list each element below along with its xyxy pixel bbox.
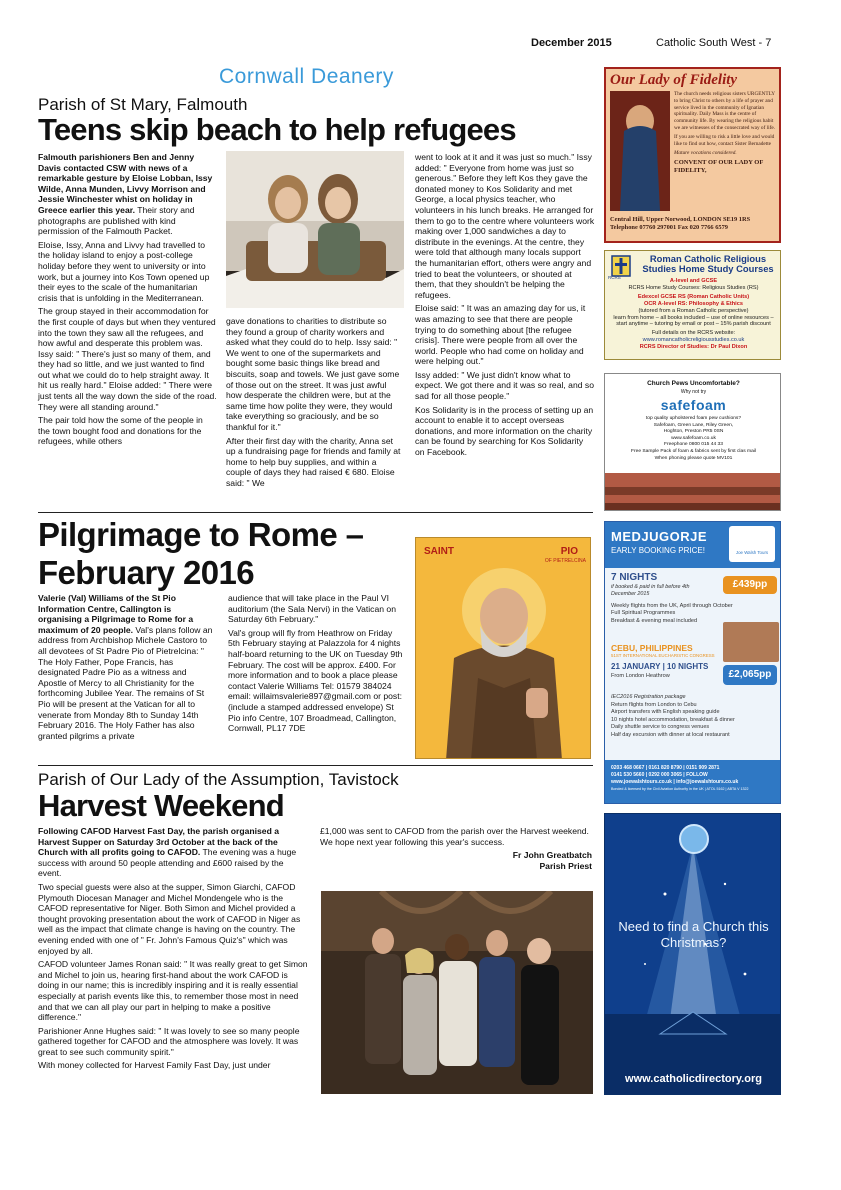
ad-our-lady-of-fidelity[interactable] [604,67,781,243]
icon-label-pio: PIO [560,546,578,557]
parish-heading-tavistock: Parish of Our Lady of the Assumption, Tavistock [38,770,399,789]
article1-paragraph: Issy added: " We just didn't know what to expect. We got there and it was so real, and so sad for all those people." [415,369,594,402]
article1-column-1 [38,152,217,450]
directory-text: Need to find a Church this Christmas? [618,919,769,950]
cebu-bullets [611,694,779,740]
rcrs-line: A-level and GCSE [669,278,718,284]
medjugorje-subtitle: EARLY BOOKING PRICE! [611,546,705,555]
article1-paragraph: The group stayed in their accommodation for the first couple of days but when they ventured into the town they saw all the refugees, and how awful and desperate this problem was. Issy said: " There's just so many of them, and they had so little, and we just wanted to find out what we could do to help straight away. It hit us really hard." Eloise added: " There were just tents all the way down the side of the road. They were all standing around." [38,306,217,412]
ad-safefoam[interactable] [604,373,781,511]
fidelity-madonna-image [610,91,670,211]
article3-paragraph: Two special guests were also at the supper, Simon Giarchi, CAFOD Plymouth Diocesan Manager and Michel Mondengele who is the CAFOD representative for Niger. Both Simon and Michel provided a [38,881,296,914]
cebu-dates: 21 JANUARY | 10 NIGHTS [611,662,709,671]
issue-date: December 2015 [531,37,612,49]
safefoam-line: Free Sample Pack of foam & fabrics sent by first clas mail [630,448,757,454]
rcrs-line: RCRS Director of Studies: Dr Paul Dixon [639,344,748,351]
cebu-bullet: Return flights from London to Cebu [611,701,697,708]
cebu-bullet: Daily shuttle service to congress venues [611,724,710,731]
safefoam-text-block [605,416,781,462]
directory-url[interactable]: www.catholicdirectory.org [625,1073,762,1085]
joe-walsh-website[interactable]: www.joewalshtours.co.uk | info@joewalshtours.co.uk [611,779,739,785]
safefoam-line: top quality upholstered foam pew cushions? [645,416,742,421]
ad-joe-walsh-tours[interactable] [604,521,781,804]
article2-lead: Valerie (Val) Williams of the St Pio Information Centre, Callington is organising a Pilgrimage to Rome for a maximum of 20 people. [38,593,194,635]
joe-walsh-logo [729,526,775,562]
cebu-title: CEBU, PHILIPPINES [611,643,693,653]
headline-pilgrimage-line1: Pilgrimage to Rome – [38,516,364,553]
fidelity-address: Central Hill, Upper Norwood, LONDON SE19 1RS [610,216,751,223]
article2-paragraph: Val's group will fly from Heathrow on Friday 5th February staying at Palazzola for 4 nights half-board returning to the UK on Tuesday 9th February. The cost will be approx. £400. For more information and to book a place please contact Valerie Williams Tel: 01579 384024 email: willaimsvalerie897@gmail.com or post: (include a stamped addressed envelope) St Pio info Centre, 107 Broadmead, Callington, Cornwall, PL17 7DE [228,627,403,734]
article1-column-3 [415,152,595,461]
medjugorje-bullet: Breakfast & evening meal included [611,617,698,624]
article3-column-2 [320,826,592,872]
safefoam-pew-photo [605,473,781,511]
article1-paragraph: The pair told how the some of the people in the town bought food and donations for the refugees, while others [38,415,203,447]
article3-paragraph: CAFOD volunteer James Ronan said: " It was really great to get Simon and Michel to join us, hearing first-hand about the work CAFOD is doing in our name; this is incredibly inspiring and it is really essential especially at parish events like this, to remember those most in need and that we can all play our part in helping to make a positive difference." [38,959,308,1023]
joe-walsh-footer: Bonded & licensed by the Civil Aviation Authority in the UK | ATOL 5162 | ABTA V 1322 [611,787,749,791]
article1-paragraph: Kos Solidarity is in the process of setting up an account to enable it to accept overseas donations, and more information on the charity can be found by searching for Kos Solidarity on Facebook. [415,404,594,458]
article1-column-2 [226,316,404,492]
deanery-title: Cornwall Deanery [219,65,394,88]
teens-photo [226,151,404,308]
safefoam-website[interactable]: www.safefoam.co.uk [671,435,716,441]
parish-heading-falmouth: Parish of St Mary, Falmouth [38,95,248,114]
article2-paragraph: audience that will take place in the Paul VI auditorium (the Sala Nervi) in the Vatican on Saturday 6th February." [228,593,396,625]
cebu-bullet: 10 nights hotel accommodation, breakfast & dinner [611,716,735,723]
article1-paragraph: After their first day with the charity, Anna set up a fundraising page for friends and family at home to help buy supplies, and within a couple of days they had raised € 680. Eloise said: " We [226,435,401,488]
rcrs-line: (tutored from a Roman Catholic perspective) [638,307,749,314]
fidelity-text-block [674,91,778,174]
fidelity-text2: If you are willing to risk a little love and would like to find out how, contact Sister Bernadette [674,133,775,147]
article3-column-1 [38,826,308,1074]
signature-role: Parish Priest [539,861,592,872]
rcrs-text-block [608,278,779,351]
safefoam-line: When phoning please quote MV101 [654,455,733,461]
harvest-photo-illustration [321,891,593,1094]
article2-column-2 [228,593,406,737]
publication-page: Catholic South West - 7 [656,37,772,49]
article1-paragraph: went to look at it and it was just so much." Issy added: " Everyone from home was just so generous." Before they left Kos they gave the donated money to Kos Solidarity and met George, a local physics teacher, who volunteers in his lunch breaks. He arranged for them to go to the centre where volunteers work making over 1,000 sandwiches a day to distribute in the evenings. At the centre, they were told that although many locals support the humanitarian effort, others were angry and tried to beat the volunteers, or shouted at them, that they shouldn't be helping the refugees. [415,152,595,300]
rcrs-line: OCR A-level RS: Philosophy & Ethics [644,300,743,307]
signature-name: Fr John Greatbatch [512,850,592,861]
rcrs-line: learn from home – all books included – use of online resources – start anytime – tutoring by email or post – 15% parish discount [613,314,774,328]
safefoam-line: Hoghton, Preston PR5 0SN [663,429,724,435]
ad-rcrs-courses[interactable] [604,250,781,360]
article1-lead-rest: Their story and photographs are published with kind permission of the Falmouth Packet. [38,204,195,237]
fidelity-address-block [610,216,780,232]
headline-teens: Teens skip beach to help refugees [38,112,516,147]
cebu-from: From London Heathrow [611,673,670,679]
headline-harvest: Harvest Weekend [38,788,284,823]
article1-paragraph: gave donations to charities to distribute so they found a group of charity workers and asked what they could do to help. Issy said: " We went to one of the supermarkets and bought some basic things like bread and biscuits, soap and towels. We just gave some of those out on the street. It was just awful how desperate the children were, but at the same time how polite they were, they would take everything so graciously, and be so thankful for it." [226,316,400,432]
joe-walsh-contacts [611,765,779,793]
article1-paragraph: Eloise said: " It was an amazing day for us, it was amazing to see that there are people trying to do something about [the refugee crisis]. There were people from all over the world. People who had come on holiday and were helping out." [415,303,586,367]
medjugorje-nights: 7 NIGHTS [611,572,658,583]
rcrs-line: Edexcel GCSE RS (Roman Catholic Units) [637,293,750,300]
fidelity-phone: Telephone 07760 297001 Fax 020 7766 6579 [610,224,728,231]
article3-paragraph: Parishioner Anne Hughes said: " It was lovely to see so many people gathered together for CAFOD and the atmosphere was lovely. It was great to see such community spirit." [38,1025,300,1057]
medjugorje-title: MEDJUGORJE [611,529,708,544]
icon-label-saint: SAINT [424,546,454,557]
pew-illustration [605,473,781,511]
safefoam-title: Church Pews Uncomfortable? [647,380,740,387]
madonna-illustration [610,91,670,211]
rcrs-line: RCRS Home Study Courses: Religious Studies (RS) [628,284,759,291]
article3-paragraph: £1,000 was sent to CAFOD from the parish over the Harvest weekend. We hope next year following this year's success. [320,826,589,847]
joe-walsh-phones: 0141 530 5660 | 0292 000 3065 | FOLLOW [611,772,708,778]
rcrs-logo-text: RCRS [608,275,621,280]
medjugorje-photo [723,622,779,662]
safefoam-brand: safefoam [660,397,727,413]
safefoam-line: Safefoam, Green Lane, Riley Green, [653,422,734,428]
rcrs-title: Roman Catholic Religious Studies Home Study Courses [642,253,774,274]
fidelity-welcome: Mature vocations considered. [674,150,737,157]
harvest-group-photo [321,891,593,1094]
section-divider [38,765,593,766]
headline-pilgrimage-line2: February 2016 [38,554,254,591]
joe-walsh-logo-text: Joe Walsh Tours [735,550,769,555]
directory-logo-icon [679,824,709,854]
safefoam-phone: Freephone 0800 015 44 33 [663,442,723,448]
article3-paragraph: With money collected for Harvest Family Fast Day, just under [38,1060,271,1071]
cebu-price-badge: £2,065pp [723,665,777,685]
rcrs-website[interactable]: www.romancatholicreligiousstudies.co.uk [642,337,745,344]
cebu-congress: 51ST INTERNATIONAL EUCHARISTIC CONGRESS [611,653,715,658]
article1-lead: Falmouth parishioners Ben and Jenny Davis contacted CSW with news of a remarkable gesture by Eloise Lobban, Issy Wilde, Anna Munden, Livvy Morrison and Jessie Winchester whist on holiday in Greece earlier this year. [38,152,213,215]
directory-starfield [605,814,781,1095]
teens-photo-illustration [226,151,404,308]
medjugorje-booked: if booked & paid in full before 4th December 2015 [611,584,690,597]
fidelity-text: The church needs religious sisters URGENTLY to bring Christ to others by a life of prayer and service lived in the community of Ignatian spirituality. Daily Mass is the centre of community life. By wearing the religious habit we are witnesses of the consecrated way of life. [674,91,776,131]
joe-walsh-phones: 0203 468 0667 | 0161 820 8790 | 0151 909 2871 [611,765,720,771]
cebu-bullet: IEC2016 Registration package [611,694,686,700]
rcrs-line: Full details on the RCRS website: [651,330,736,337]
article2-lead-rest: Val's plans follow an address from Archbishop Michele Castoro to all devotees of St Padre Pio of Pietrelcina: " The Holy Father, Pope Francis, has designated Padre Pio as a witness and Apostle of Mercy to all Christianity for the forthcoming Jubilee Year. The remains of St Pio will be present at the Vatican for all to venerate from Monday 8th to Sunday 14th February 2016. The Holy Father has also granted pilgrims a private [38,624,213,741]
medjugorje-bullet: Full Spiritual Programmes [611,610,676,617]
cebu-bullet: Airport transfers with English speaking guide [611,709,720,716]
ad-catholic-directory[interactable] [604,813,781,1095]
padre-pio-illustration [416,538,591,759]
icon-label-pietrelcina: OF PIETRELCINA [544,558,586,564]
cebu-bullet: Half day excursion with dinner at local restaurant [611,731,730,738]
safefoam-subtitle: Why not try [680,389,707,395]
article3-lead: Following CAFOD Harvest Fast Day, the parish organised a Harvest Supper on Saturday 3rd October at the back of the Church with all profits going to CAFOD. [38,826,279,858]
article3-paragraph: thought provoking presentation about the work of CAFOD in Niger as well as the impact that climate change is having on the country. The evening ended with one of " Fr. John's Famous Quiz's" which was enjoyed by all. [38,913,301,956]
article3-lead-rest: The evening was a huge success with around 50 people attending and £600 raised by the event. [38,847,297,879]
fidelity-convent: CONVENT OF OUR LADY OF FIDELITY, [674,159,764,174]
article2-column-1 [38,593,216,744]
section-divider [38,512,593,513]
medjugorje-bullet: Weekly flights from the UK, April through October [611,603,733,609]
padre-pio-icon-image [415,537,591,759]
fidelity-title: Our Lady of Fidelity [610,72,738,88]
medjugorje-price-badge: £439pp [723,576,777,594]
article1-paragraph: Eloise, Issy, Anna and Livvy had travelled to the holiday island to enjoy a post-college holiday before they went to university or into work, but a journey into Kos Town opened up their eyes to the scale of the humanitarian crisis that is unfolding in the Mediterranean. [38,239,210,303]
